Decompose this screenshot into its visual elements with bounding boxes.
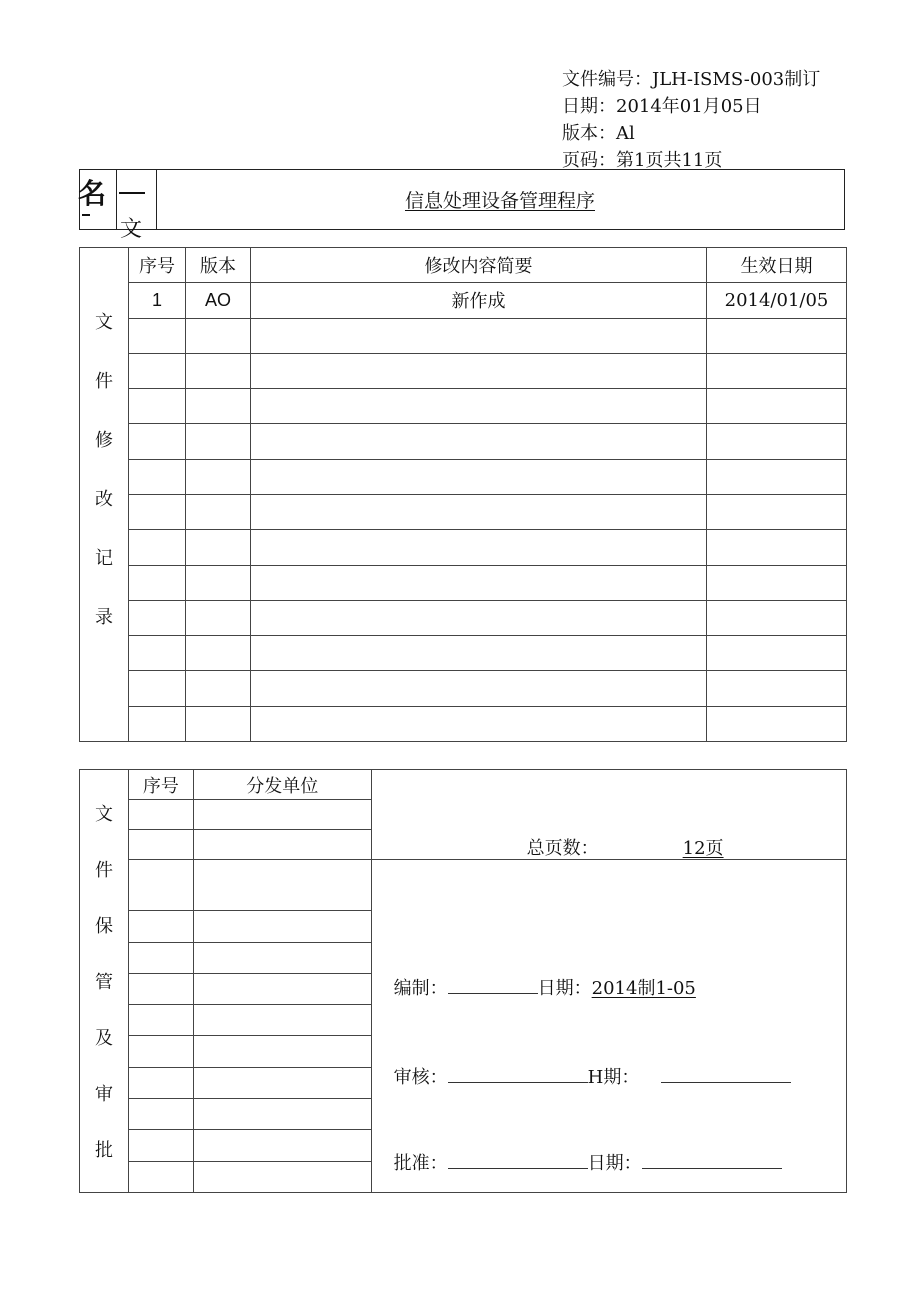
doc-number-line: 文件编号：JLH-ISMS-003制订: [562, 69, 821, 90]
col-header-summary: 修改内容简要: [251, 248, 707, 283]
distribution-side-label: 文 件 保 管 及 审 批: [80, 770, 129, 1193]
distribution-approval-table: [79, 769, 847, 1193]
col-header-no: 序号: [128, 770, 193, 800]
table-row: [80, 424, 847, 459]
title-box: [78, 169, 845, 242]
title-mid-cell: [116, 170, 157, 242]
table-row: [80, 318, 847, 353]
table-row: [80, 636, 847, 671]
rev-no: 1: [129, 283, 186, 318]
title-label-cell: [80, 170, 117, 229]
rev-summary: 新作成: [251, 283, 707, 318]
total-pages-cell: [371, 770, 846, 860]
col-header-version: 版本: [186, 248, 251, 283]
table-row: [80, 494, 847, 529]
table-row: [80, 530, 847, 565]
prepared-blank[interactable]: [448, 977, 538, 994]
total-pages-label: 总页数：: [526, 838, 599, 859]
date-line: 日期：2014年01月05日: [562, 96, 762, 117]
dist-header-row: [80, 770, 847, 800]
reviewed-blank[interactable]: [448, 1066, 588, 1083]
approved-blank[interactable]: [448, 1152, 588, 1169]
table-row: [80, 565, 847, 600]
signoff-cell: [371, 860, 846, 1193]
approved-line: 批准： 日期：: [394, 1149, 782, 1175]
table-row: [80, 459, 847, 494]
rev-version: AO: [186, 283, 251, 318]
prepared-date: 2014制1-05: [591, 978, 696, 999]
table-row: [80, 671, 847, 706]
rev-date: 2014/01/05: [707, 283, 847, 318]
table-row: [80, 600, 847, 635]
col-header-no: 序号: [129, 248, 186, 283]
col-header-unit: 分发单位: [193, 770, 371, 800]
version-line: 版本：Al: [562, 123, 635, 144]
revision-side-label: 文 件 修 改 记 录: [80, 248, 129, 742]
reviewed-line: 审核： H期：: [394, 1063, 792, 1089]
table-row: [80, 283, 847, 318]
title-left-glyph: 名: [78, 177, 107, 210]
reviewed-date-blank[interactable]: [661, 1066, 791, 1083]
table-row: [80, 706, 847, 741]
approved-date-blank[interactable]: [642, 1152, 782, 1169]
table-row: [80, 389, 847, 424]
prepared-line: 编制： 日期：2014制1-05: [393, 978, 696, 999]
title-mid-glyph: 文: [120, 217, 143, 242]
total-pages-value: 12页: [682, 838, 724, 859]
table-row: [80, 353, 847, 388]
revision-record-table: [79, 247, 847, 742]
revision-header-row: [80, 248, 847, 283]
document-title: 信息处理设备管理程序: [404, 190, 595, 212]
page-line: 页码：第1页共11页: [562, 150, 723, 171]
col-header-date: 生效日期: [707, 248, 847, 283]
document-header-info: [562, 66, 820, 174]
table-row: [80, 860, 847, 911]
